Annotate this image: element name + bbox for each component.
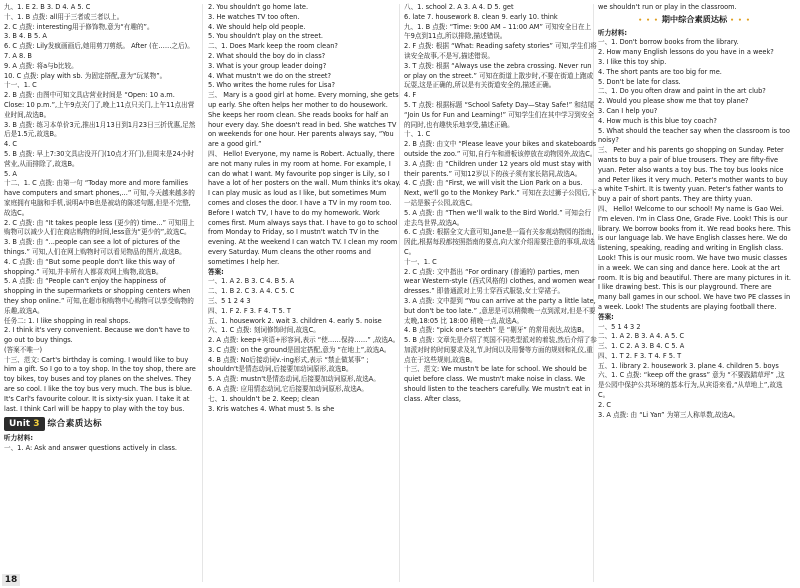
- answer-line: 2. You shouldn't go home late.: [208, 3, 309, 11]
- answer-line: 6. A 点拨: 应用情态动词,它后接要加动词原形,故选A。: [208, 385, 368, 394]
- answer-line: 三、5 1 2 4 3: [208, 296, 251, 305]
- answer-line: 4. What mustn't we do on the street?: [208, 71, 331, 80]
- answer-line: 听力材料:: [598, 28, 628, 37]
- answer-line: 一、1. A 2. B 3. C 4. B 5. A: [208, 277, 295, 286]
- answer-line: 4. We should help old people.: [208, 22, 306, 31]
- answer-line: 2. C 点拨: 由 “It takes people less (更少的) time...” 可知用上购物可以减少人们在商店购物的时间,less意为“更少的”,故选C。: [4, 218, 195, 237]
- answer-line: 3. He watches TV too often.: [208, 12, 300, 21]
- answer-line: 四、 Hello! Welcome to our school! My name is Gao Wei. I'm eleven. I'm in Class One, Grade Five. Look! This is our library. We borrow books from it. We read books here. This is our language lab. We have English classes here. We do listening, speaking, reading and writing in English class. Look! This is our music room. We have two music classes in a week. We can sing and dance here. Look at the art room. It is big and beautiful. There are many pictures in it. I like drawing best. This is our playground. There are many ball games in our school. We have two PE classes in a week. Look! The students are playing football there.: [598, 204, 792, 311]
- section-header: [598, 15, 791, 26]
- answer-line: 十三、范文: Cart's birthday is coming. I would like to buy him a gift. So I go to a toy shop. In the toy shop, there are toy bikes, toy buses and toy planes on the shelves. They are so cool. I like the toy bus very much. The bus is blue. It's Carl's favourite colour. It is sixty-six yuan. I take it at last. I think Carl will be happy to play with the toy bus.: [4, 355, 196, 413]
- answer-line: 5. A 点拨: 由 “Then we'll walk to the Bird World.” 可知会行走去鸟世界,故选A。: [404, 208, 592, 227]
- column-divider-1: [202, 4, 203, 582]
- answer-line: 二、1. A 2. B 3. A 4. A 5. C: [598, 332, 685, 341]
- answer-line: 答案:: [208, 267, 224, 276]
- answer-line: 2. C: [598, 400, 611, 409]
- answer-line: 二、1. Does Mark keep the room clean?: [208, 42, 338, 51]
- answer-line: 5. Who writes the home rules for Lisa?: [208, 81, 335, 90]
- answer-line: 2. How many English lessons do you have in a week?: [598, 48, 774, 57]
- answer-line: we shouldn't run or play in the classroom.: [598, 3, 737, 11]
- answer-line: 3. I like this toy ship.: [598, 57, 667, 66]
- answer-line: 3. B 4. B 5. A: [4, 32, 47, 41]
- answer-line: 3. T 点拨: 根据 “Always use the zebra crossing. Never run or play on the street.” 可知在街道上散步时,不要在街道上跑或玩耍,这是正确的,所以是有关街道安全的,描述正确。: [404, 61, 594, 90]
- answer-line: 9. A 点拨: 将a与b比较。: [4, 61, 78, 70]
- column-4: [598, 3, 791, 420]
- answer-line: 2. F 点拨: 根据 “What: Reading safety stories” 可知,学生们将读安全故事,不是写,描述错误。: [404, 42, 597, 60]
- answer-line: 一、1. A: Ask and answer questions actively in class.: [4, 444, 178, 453]
- page-number: 18: [2, 574, 20, 586]
- answer-line: 2. What should the boy do in class?: [208, 51, 326, 60]
- answer-line: 一、5 1 4 3 2: [598, 322, 641, 331]
- answer-line: 九、1. E 2. B 3. D 4. A 5. C: [4, 3, 91, 11]
- answer-line: 2. I think it's very convenient. Because we don't have to go out to buy things.: [4, 326, 190, 345]
- answer-line: 5. A 点拨: 由 “People can't enjoy the happiness of shopping in the supermarkets or shopping centers when they shop online.” 可知,在超市和购物中心购物可以享受购物的乐趣,故选A。: [4, 277, 194, 315]
- answer-line: 五、1. housework 2. wait 3. children 4. early 5. noise: [208, 316, 382, 325]
- answer-line: 4. B 点拨: No后接动词v.-ing形式,表示 “禁止做某事” ; shouldn't是情态动词,后接要加动词原形,故选B。: [208, 355, 369, 374]
- answer-line: 4. The short pants are too big for me.: [598, 67, 722, 76]
- answer-line: 2. Would you please show me that toy plane?: [598, 97, 749, 106]
- answer-line: 答案:: [598, 312, 614, 321]
- answer-line: 5. T 点拨: 根据标题 “School Safety Day—Stay Safe!” 和结尾 “Join Us for Fun and Learning!” 可知学生们在其中学习到安全的同时,也有趣快乐地享受,描述正确。: [404, 100, 595, 129]
- decorative-dots-icon: • • •: [730, 16, 751, 24]
- answer-line: 二、1. B 2. C 3. A 4. C 5. C: [208, 287, 295, 296]
- answer-line: 听力材料:: [4, 434, 34, 443]
- answer-line: 5. Don't be late for class.: [598, 77, 681, 86]
- answer-line: 十、1. C: [404, 130, 431, 139]
- answer-line: 四、1. T 2. F 3. T 4. F 5. T: [598, 351, 682, 360]
- answer-line: 十二、1. C 点拨: 由第一句 “Today more and more families have computers and smart phones,...” 可知,今天越来越多的家庭拥有电脑和手机,说明A中B也是被动的陈述句题,但是不完整,故选C。: [4, 179, 195, 217]
- answer-line: 2. B 点拨: 由图中可知文具店营业时间是 “Open: 10 a.m. Close: 10 p.m.”,上午9点关门了,晚上11点只关门,上午11点出营业时间,故选B。: [4, 91, 195, 119]
- answer-line: 2. B 点拨: 由文中 “Please leave your bikes and skateboards outside the zoo.” 可知,自行车和滑板该停放在动物园外,故选C。: [404, 140, 597, 158]
- answer-line: 7. A 8. B: [4, 51, 32, 60]
- answer-line: 任务二: 1. I like shopping in real shops.: [4, 316, 131, 325]
- answer-line: 6. C 点拨: 根据全文大意可知,Jane是一篇有关参观动物园的指南,因此,根据每段都按照指南的要点,向大家介绍需要注意的事项,故选C。: [404, 228, 595, 256]
- answer-line: 6. late 7. housework 8. clean 9. early 10. think: [404, 12, 558, 21]
- answer-line: 二、1. Do you often draw and paint in the art club?: [598, 87, 766, 96]
- answer-line: 3. What is your group leader doing?: [208, 61, 327, 70]
- answer-line: 3. Can I help you?: [598, 106, 658, 115]
- answer-line: 三、1. C 2. A 3. B 4. C 5. A: [598, 342, 685, 351]
- answer-line: 4. How much is this blue toy coach?: [598, 116, 717, 125]
- answer-line: 六、1. C 点拨: 刻词修饰时间,故选C。: [208, 326, 320, 335]
- answer-line: (答案不唯一): [4, 345, 43, 354]
- answer-line: 2. A 点拨: keep+宾语+形容词,表示 “使……保持……” ,故选A。: [208, 336, 400, 345]
- unit-header: [4, 417, 197, 431]
- answer-line: 4. C 点拨: 由 “First, we will visit the Lion Park on a bus. Next, we'll go to the Monkey Park.” 可知在去过狮子公园后,下一站是猴子公园,故选C。: [404, 179, 597, 207]
- answer-line: 5. What should the teacher say when the classroom is too noisy?: [598, 126, 790, 145]
- answer-line: 3. Kris watches 4. What must 5. Is she: [208, 404, 335, 413]
- answer-line: 四、1. F 2. F 3. F 4. T 5. T: [208, 306, 291, 315]
- answer-line: 5. B 点拨: 文章先是介绍了英国不同类型派对的着装,然后介绍了参加派对时的时间要求及礼节,时间以及用餐等方面的规则和礼仪,重点在于这些规则,故选B。: [404, 336, 597, 364]
- answer-line: 十、1. B 点拨: all用于三者或三者以上。: [4, 12, 124, 21]
- answer-line: 六、1. C 点拨: “keep off the grass” 意为 “不要践踏草坪” ,这是公园中保护公共环境的基本行为,从宾语来看,“从草地上”,故选C。: [598, 371, 785, 400]
- answer-line: 5. A: [4, 169, 17, 178]
- answer-line: 3. A 点拨: 由 “Children under 12 years old must stay with their parents.” 可知12岁以下的孩子须有家长陪同,故选A。: [404, 159, 592, 178]
- column-3: [404, 3, 597, 405]
- answer-line: 八、1. school 2. A 3. A 4. D 5. get: [404, 3, 514, 11]
- answer-line: 10. C 点拨: play with sb. 为固定搭配,意为“玩某物”。: [4, 71, 167, 80]
- answer-line: 2. C 点拨: 文中指出 “For ordinary (普通的) parties, men wear Western-style (西式风格的) clothes, and women wear dresses.” 即普通派对上男士穿西式服装,女士穿裙子。: [404, 267, 595, 296]
- answer-line: 3. A 点拨: 由 “Li Yan” 为第三人称单数,故选A。: [598, 410, 740, 419]
- answer-line: 三、 Mary is a good girl at home. Every morning, she gets up early. She often helps her mother to do housework. She keeps her room clean. She reads books for half an hour every day. She doesn't read in bed. She watches TV on weekends for one hour. Her parents always say, “You are a good girl.”: [208, 91, 399, 149]
- answer-line: 3. B 点拨: 由 “...people can see a lot of pictures of the things.” 可知,人们在网上购物时可以看见物品的图片,故选B。: [4, 238, 186, 256]
- section-title: 期中综合素质达标: [661, 13, 728, 24]
- unit-title: 综合素质达标: [47, 418, 103, 429]
- answer-line: 3. C 点拨: on the ground是固定搭配,意为 “在地上”,故选A。: [208, 345, 391, 354]
- answer-line: 九、1. B 点拨: “Time: 9:00 AM – 11:00 AM” 可知安全日在上午9点到11点,所以排除,描述错误。: [404, 22, 592, 41]
- answer-line: 十一、1. C: [404, 257, 437, 266]
- answer-line: 5. B 点拨: 早上7:30文具店没开门(10点才开门),但周末是24小时营业,从而排除了,故选B。: [4, 149, 195, 168]
- answer-line: 4. F: [404, 91, 417, 100]
- column-1: [4, 3, 197, 454]
- answer-line: 十一、1. C: [4, 81, 37, 90]
- answer-line: 4. C 点拨: 由 “But some people don't like this way of shopping.” 可知,并非所有人都喜欢网上购物,故选B。: [4, 257, 175, 276]
- unit-badge: Unit 3: [4, 417, 45, 431]
- answer-line: 一、1. Don't borrow books from the library.: [598, 38, 739, 47]
- answer-line: 5. A 点拨: mustn't是情态动词,后接要加动词原形,故选A。: [208, 375, 380, 384]
- answer-line: 五、1. library 2. housework 3. plane 4. children 5. boys: [598, 361, 779, 370]
- answer-line: 4. B 点拨: “pick one's teeth” 是 “剔牙” 的常用表达,故选B。: [404, 326, 589, 335]
- answer-line: 三、 Peter and his parents go shopping on Sunday. Peter wants to buy a pair of blue trousers. They are fifty-five yuan. Peter also wants a toy bus. The toy bus looks nice and Peter likes it very much. Peter's mother wants to buy a white T-shirt. It is twenty yuan. Peter's father wants to buy a pair of short pants. They are thirty yuan.: [598, 146, 788, 204]
- answer-line: 3. A 点拨: 文中提到 “You can arrive at the party a little late, but don't be too late.” ,意思是可以稍微晚一点到派对,但是不要太晚,18:05 比 18:00 稍晚一点,故选A。: [404, 296, 596, 325]
- decorative-dots-icon: • • •: [638, 16, 659, 24]
- answer-line: 4. C: [4, 140, 17, 149]
- answer-line: 3. B 点拨: 练习本单价3元,推出1月13日到1月23日三折优惠,足然后是1.5元,故选B。: [4, 120, 196, 139]
- answer-line: 十三、范文: We mustn't be late for school. We should be quiet before class. We mustn't make noise in class. We should listen to the teachers carefully. We mustn't eat in class. After class,: [404, 365, 591, 403]
- answer-line: 5. You shouldn't play on the street.: [208, 32, 324, 41]
- answer-line: 四、 Hello! Everyone, my name is Robert. Actually, there are not many rules in my room at home. For example, I can do what I want. My favourite pop singer is Lily, so I have a lot of her posters on the wall. Mum thinks it's okay. I can play music as loud as I like, but sometimes Mum comes and closes the door. I have a TV in my room too. Before I watch TV, I have to do my homework. Work comes first. Mum always says that. I have to go to school from Monday to Friday, so I mustn't watch TV in the evening. At the weekend I can watch TV. I clean my room every Saturday. Mum cleans the other rooms and sometimes I help her.: [208, 149, 401, 266]
- answer-line: 七、1. shouldn't be 2. Keep; clean: [208, 394, 320, 403]
- column-2: [208, 3, 401, 414]
- answer-line: 6. C 点拨: Lily发疯画画后,她用剪刀剪纸。 After (在……之后)。: [4, 42, 194, 51]
- answer-line: 2. C 点拨: interesting用于修饰物,意为“有趣的”。: [4, 22, 154, 31]
